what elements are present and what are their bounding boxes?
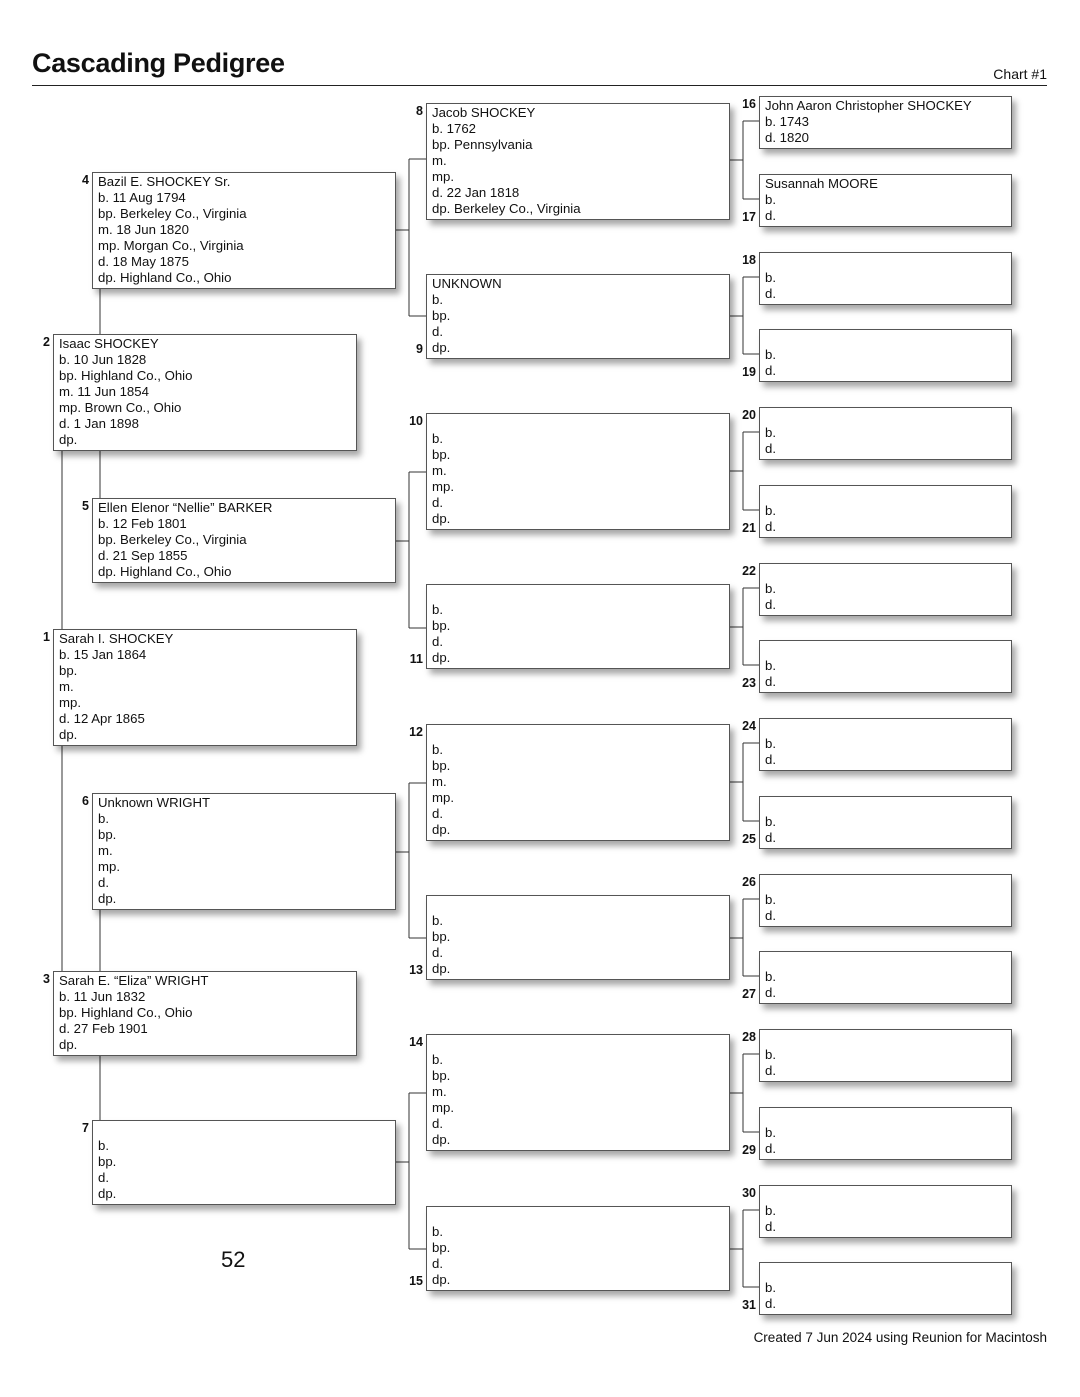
- person-detail: bp. Highland Co., Ohio: [59, 1005, 193, 1020]
- person-detail: dp. Highland Co., Ohio: [98, 270, 232, 285]
- person-detail: dp.: [432, 1272, 451, 1287]
- person-name: [432, 415, 729, 431]
- person-detail: bp.: [98, 1154, 117, 1169]
- person-detail: m.: [432, 463, 447, 478]
- person-detail: bp.: [59, 663, 78, 678]
- person-detail: dp.: [59, 727, 78, 742]
- person-detail: dp.: [432, 650, 451, 665]
- person-number: 13: [409, 963, 423, 977]
- person-detail: b.: [765, 814, 776, 829]
- person-detail: d.: [765, 1219, 776, 1234]
- person-detail: d.: [98, 1170, 109, 1185]
- person-detail: d.: [765, 1063, 776, 1078]
- person-detail: b.: [765, 425, 776, 440]
- person-detail: b.: [765, 892, 776, 907]
- person-box-6[interactable]: [92, 793, 396, 910]
- person-number: 2: [43, 335, 50, 349]
- person-detail: b.: [765, 1125, 776, 1140]
- person-box-25[interactable]: [759, 796, 1012, 849]
- person-box-17[interactable]: [759, 174, 1012, 227]
- person-box-22[interactable]: [759, 563, 1012, 616]
- person-detail: m.: [59, 679, 74, 694]
- person-detail: d. 27 Feb 1901: [59, 1021, 148, 1036]
- person-name: Unknown WRIGHT: [98, 795, 211, 810]
- person-name: Jacob SHOCKEY: [432, 105, 536, 120]
- person-box-10[interactable]: [426, 413, 730, 530]
- person-detail: bp.: [432, 618, 451, 633]
- person-box-20[interactable]: [759, 407, 1012, 460]
- person-detail: bp.: [432, 308, 451, 323]
- person-box-1[interactable]: [53, 629, 357, 746]
- person-detail: bp. Highland Co., Ohio: [59, 368, 193, 383]
- person-name: [765, 1187, 1011, 1203]
- person-detail: bp.: [98, 827, 117, 842]
- person-detail: b.: [432, 1224, 443, 1239]
- person-number: 12: [409, 725, 423, 739]
- person-name: [432, 1036, 729, 1052]
- person-number: 18: [742, 253, 756, 267]
- person-box-8[interactable]: [426, 103, 730, 220]
- person-detail: d.: [432, 945, 443, 960]
- person-detail: m.: [432, 1084, 447, 1099]
- person-detail: bp.: [432, 447, 451, 462]
- person-name: Isaac SHOCKEY: [59, 336, 159, 351]
- person-detail: d.: [98, 875, 109, 890]
- person-number: 27: [742, 987, 756, 1001]
- person-number: 24: [742, 719, 756, 733]
- person-box-2[interactable]: [53, 334, 357, 451]
- person-name: John Aaron Christopher SHOCKEY: [765, 98, 972, 113]
- person-number: 30: [742, 1186, 756, 1200]
- chart-number: Chart #1: [993, 66, 1047, 82]
- person-box-5[interactable]: [92, 498, 396, 583]
- person-box-9[interactable]: [426, 274, 730, 359]
- person-box-29[interactable]: [759, 1107, 1012, 1160]
- person-box-26[interactable]: [759, 874, 1012, 927]
- page-title: Cascading Pedigree: [32, 48, 285, 78]
- person-number: 11: [409, 652, 423, 666]
- person-name: [432, 726, 729, 742]
- person-number: 31: [742, 1298, 756, 1312]
- person-detail: b.: [765, 1280, 776, 1295]
- person-detail: b.: [432, 742, 443, 757]
- person-detail: dp.: [59, 1037, 78, 1052]
- person-detail: bp.: [432, 929, 451, 944]
- person-box-12[interactable]: [426, 724, 730, 841]
- person-detail: d.: [765, 908, 776, 923]
- person-number: 25: [742, 832, 756, 846]
- person-detail: m.: [432, 153, 447, 168]
- person-number: 22: [742, 564, 756, 578]
- person-detail: dp.: [432, 1132, 451, 1147]
- person-name: [765, 1264, 1011, 1280]
- person-name: [765, 565, 1011, 581]
- person-detail: b.: [765, 658, 776, 673]
- person-box-31[interactable]: [759, 1262, 1012, 1315]
- person-number: 1: [43, 630, 50, 644]
- person-box-15[interactable]: [426, 1206, 730, 1291]
- person-name: [765, 642, 1011, 658]
- person-detail: mp.: [432, 479, 454, 494]
- person-number: 4: [82, 173, 89, 187]
- person-detail: bp. Berkeley Co., Virginia: [98, 206, 247, 221]
- person-number: 15: [409, 1274, 423, 1288]
- person-box-18[interactable]: [759, 252, 1012, 305]
- person-number: 6: [82, 794, 89, 808]
- person-detail: m.: [432, 774, 447, 789]
- person-box-28[interactable]: [759, 1029, 1012, 1082]
- person-detail: b.: [765, 1203, 776, 1218]
- person-name: Ellen Elenor “Nellie” BARKER: [98, 500, 273, 515]
- person-box-24[interactable]: [759, 718, 1012, 771]
- person-detail: dp.: [432, 511, 451, 526]
- person-detail: dp.: [98, 891, 117, 906]
- person-detail: d.: [765, 363, 776, 378]
- person-name: [765, 798, 1011, 814]
- person-detail: b.: [765, 1047, 776, 1062]
- person-number: 8: [416, 104, 423, 118]
- person-detail: mp. Brown Co., Ohio: [59, 400, 182, 415]
- person-detail: b.: [432, 602, 443, 617]
- person-number: 20: [742, 408, 756, 422]
- person-box-27[interactable]: [759, 951, 1012, 1004]
- person-detail: dp. Highland Co., Ohio: [98, 564, 232, 579]
- person-detail: d.: [765, 519, 776, 534]
- person-detail: d.: [432, 634, 443, 649]
- person-box-14[interactable]: [426, 1034, 730, 1151]
- person-detail: dp.: [432, 340, 451, 355]
- person-detail: b.: [765, 503, 776, 518]
- person-detail: d. 12 Apr 1865: [59, 711, 145, 726]
- person-detail: dp. Berkeley Co., Virginia: [432, 201, 581, 216]
- person-detail: mp.: [432, 1100, 454, 1115]
- person-detail: b.: [765, 347, 776, 362]
- person-detail: b.: [432, 913, 443, 928]
- person-detail: d.: [765, 208, 776, 223]
- person-name: Susannah MOORE: [765, 176, 878, 191]
- person-detail: b.: [432, 292, 443, 307]
- person-number: 5: [82, 499, 89, 513]
- person-box-19[interactable]: [759, 329, 1012, 382]
- person-box-11[interactable]: [426, 584, 730, 669]
- person-detail: m. 11 Jun 1854: [59, 384, 149, 399]
- page-number: 52: [221, 1247, 246, 1272]
- person-number: 19: [742, 365, 756, 379]
- person-detail: b. 1762: [432, 121, 476, 136]
- person-box-30[interactable]: [759, 1185, 1012, 1238]
- person-detail: d. 18 May 1875: [98, 254, 189, 269]
- person-name: [98, 1122, 395, 1138]
- person-detail: b.: [765, 969, 776, 984]
- person-detail: d.: [765, 1296, 776, 1311]
- person-number: 28: [742, 1030, 756, 1044]
- person-detail: bp.: [432, 1240, 451, 1255]
- person-name: [765, 720, 1011, 736]
- person-detail: b. 12 Feb 1801: [98, 516, 187, 531]
- person-detail: d.: [765, 985, 776, 1000]
- person-detail: b. 1743: [765, 114, 809, 129]
- person-detail: d.: [765, 441, 776, 456]
- person-name: [765, 1031, 1011, 1047]
- person-detail: mp.: [432, 169, 454, 184]
- person-number: 23: [742, 676, 756, 690]
- person-detail: b.: [98, 811, 109, 826]
- person-number: 26: [742, 875, 756, 889]
- person-detail: bp.: [432, 1068, 451, 1083]
- person-detail: d. 22 Jan 1818: [432, 185, 520, 200]
- person-name: [765, 487, 1011, 503]
- person-name: [765, 331, 1011, 347]
- person-name: [765, 254, 1011, 270]
- person-number: 21: [742, 521, 756, 535]
- person-detail: mp.: [432, 790, 454, 805]
- person-name: [765, 409, 1011, 425]
- person-detail: d.: [432, 495, 443, 510]
- person-detail: d. 1820: [765, 130, 809, 145]
- person-detail: b.: [98, 1138, 109, 1153]
- person-detail: b.: [432, 1052, 443, 1067]
- person-detail: dp.: [432, 822, 451, 837]
- person-detail: b.: [765, 736, 776, 751]
- footer-credit: Created 7 Jun 2024 using Reunion for Macintosh: [753, 1330, 1047, 1345]
- person-name: [432, 586, 729, 602]
- person-detail: d.: [765, 830, 776, 845]
- person-name: UNKNOWN: [432, 276, 502, 291]
- person-number: 7: [82, 1121, 89, 1135]
- person-name: [432, 1208, 729, 1224]
- person-name: [432, 897, 729, 913]
- person-detail: d.: [765, 597, 776, 612]
- person-detail: dp.: [432, 961, 451, 976]
- person-detail: mp.: [98, 859, 120, 874]
- person-detail: mp.: [59, 695, 81, 710]
- person-name: Sarah I. SHOCKEY: [59, 631, 174, 646]
- person-box-7[interactable]: [92, 1120, 396, 1205]
- person-detail: d.: [765, 286, 776, 301]
- person-detail: bp. Pennsylvania: [432, 137, 533, 152]
- person-detail: b.: [765, 581, 776, 596]
- person-number: 14: [409, 1035, 423, 1049]
- person-name: Bazil E. SHOCKEY Sr.: [98, 174, 231, 189]
- person-box-13[interactable]: [426, 895, 730, 980]
- person-box-16[interactable]: [759, 96, 1012, 149]
- person-detail: m.: [98, 843, 113, 858]
- person-box-4[interactable]: [92, 172, 396, 289]
- person-detail: d.: [765, 674, 776, 689]
- person-box-21[interactable]: [759, 485, 1012, 538]
- person-number: 3: [43, 972, 50, 986]
- person-detail: b.: [765, 192, 776, 207]
- person-detail: b. 10 Jun 1828: [59, 352, 147, 367]
- person-name: [765, 953, 1011, 969]
- person-detail: mp. Morgan Co., Virginia: [98, 238, 244, 253]
- person-name: [765, 1109, 1011, 1125]
- person-detail: bp. Berkeley Co., Virginia: [98, 532, 247, 547]
- person-detail: d.: [432, 324, 443, 339]
- person-number: 29: [742, 1143, 756, 1157]
- person-detail: b. 11 Jun 1832: [59, 989, 146, 1004]
- person-number: 16: [742, 97, 756, 111]
- person-number: 10: [409, 414, 423, 428]
- person-detail: d. 21 Sep 1855: [98, 548, 188, 563]
- person-detail: d.: [765, 752, 776, 767]
- person-name: [765, 876, 1011, 892]
- person-detail: dp.: [59, 432, 78, 447]
- person-detail: b.: [765, 270, 776, 285]
- person-detail: m. 18 Jun 1820: [98, 222, 189, 237]
- person-detail: b.: [432, 431, 443, 446]
- person-detail: b. 11 Aug 1794: [98, 190, 186, 205]
- person-name: Sarah E. “Eliza” WRIGHT: [59, 973, 209, 988]
- person-number: 17: [742, 210, 756, 224]
- person-detail: d.: [432, 1256, 443, 1271]
- person-detail: d.: [765, 1141, 776, 1156]
- person-box-23[interactable]: [759, 640, 1012, 693]
- person-detail: d.: [432, 1116, 443, 1131]
- person-detail: d. 1 Jan 1898: [59, 416, 139, 431]
- person-detail: bp.: [432, 758, 451, 773]
- person-box-3[interactable]: [53, 971, 357, 1056]
- person-detail: dp.: [98, 1186, 117, 1201]
- person-number: 9: [416, 342, 423, 356]
- person-detail: d.: [432, 806, 443, 821]
- person-detail: b. 15 Jan 1864: [59, 647, 147, 662]
